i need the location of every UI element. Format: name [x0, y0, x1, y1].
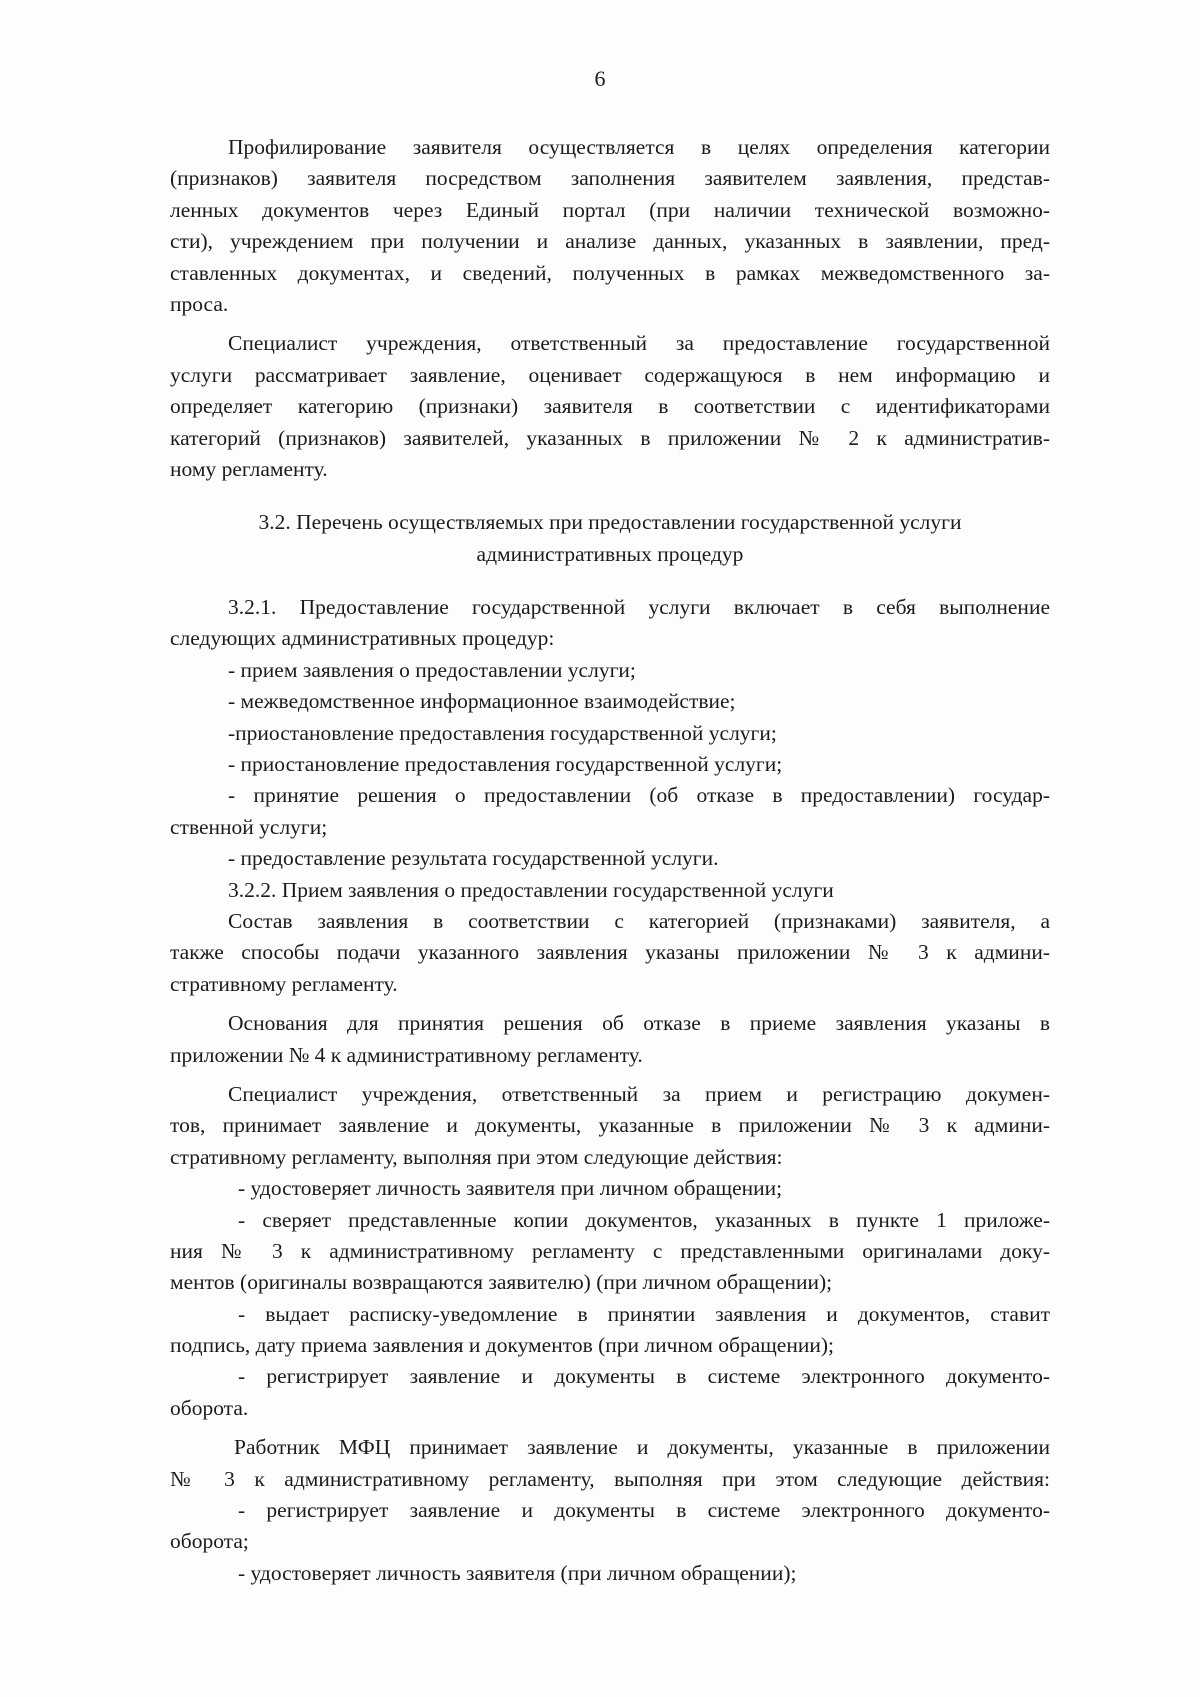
section-heading: административных процедур [476, 541, 744, 566]
text-line: категорий (признаков) заявителей, указанных в приложении № 2 к административ- [170, 425, 1050, 450]
list-item: - предоставление результата государственной услуги. [228, 846, 719, 871]
text-line: ному регламенту. [170, 456, 328, 481]
text-line: сти), учреждением при получении и анализе данных, указанных в заявлении, пред- [170, 229, 1050, 254]
text-line: Профилирование заявителя осуществляется в целях определения категории [228, 135, 1050, 159]
text-line: стративному регламенту, выполняя при этом следующие действия: [170, 1144, 783, 1169]
list-item: - сверяет представленные копии документов, указанных в пункте 1 приложе- [238, 1207, 1050, 1232]
list-item: - межведомственное информационное взаимодействие; [228, 689, 736, 714]
text-line: определяет категорию (признаки) заявителя в соответствии с идентификаторами [170, 394, 1050, 419]
text-line: Работник МФЦ принимает заявление и документы, указанные в приложении [234, 1435, 1050, 1460]
text-line: ленных документов через Единый портал (при наличии технической возможно- [170, 197, 1050, 222]
text-line: ния № 3 к административному регламенту с представленными оригиналами доку- [170, 1238, 1050, 1263]
section-heading: 3.2. Перечень осуществляемых при предоставлении государственной услуги [258, 510, 962, 535]
text-line: (признаков) заявителя посредством заполнения заявителем заявления, представ- [170, 166, 1050, 191]
list-item: - прием заявления о предоставлении услуги; [228, 657, 636, 682]
subsection-heading: 3.2.2. Прием заявления о предоставлении государственной услуги [228, 877, 834, 902]
list-item: - регистрирует заявление и документы в системе электронного документо- [238, 1498, 1050, 1523]
text-line: оборота; [170, 1529, 249, 1554]
text-line: услуги рассматривает заявление, оценивает содержащуюся в нем информацию и [170, 362, 1050, 387]
text-line: ставленных документах, и сведений, полученных в рамках межведомственного за- [170, 260, 1050, 285]
list-item: - принятие решения о предоставлении (об отказе в предоставлении) государ- [228, 783, 1050, 808]
text-line: 3.2.1. Предоставление государственной услуги включает в себя выполнение [228, 595, 1050, 620]
text-line: Специалист учреждения, ответственный за прием и регистрацию докумен- [228, 1081, 1050, 1106]
text-line: ственной услуги; [170, 814, 328, 839]
text-line: ментов (оригиналы возвращаются заявителю) (при личном обращении); [170, 1270, 833, 1295]
list-item: -приостановление предоставления государственной услуги; [228, 720, 777, 745]
list-item: - удостоверяет личность заявителя (при личном обращении); [238, 1560, 797, 1585]
document-body [170, 132, 1050, 1589]
text-line: Состав заявления в соответствии с категорией (признаками) заявителя, а [228, 908, 1050, 933]
text-line: тов, принимает заявление и документы, указанные в приложении № 3 к админи- [170, 1113, 1050, 1138]
list-item: - приостановление предоставления государственной услуги; [228, 752, 783, 777]
text-line: оборота. [170, 1395, 249, 1420]
text-line: № 3 к административному регламенту, выполняя при этом следующие действия: [170, 1466, 1050, 1491]
text-line: стративному регламенту. [170, 971, 398, 996]
text-line: следующих административных процедур: [170, 626, 555, 651]
text-line: Основания для принятия решения об отказе в приеме заявления указаны в [228, 1011, 1050, 1036]
page-number: 6 [594, 66, 606, 91]
text-line: также способы подачи указанного заявления указаны приложении № 3 к админи- [170, 940, 1050, 965]
text-line: Специалист учреждения, ответственный за предоставление государственной [228, 331, 1050, 356]
text-line: подпись, дату приема заявления и документов (при личном обращении); [170, 1333, 834, 1358]
list-item: - регистрирует заявление и документы в системе электронного документо- [238, 1364, 1050, 1389]
list-item: - удостоверяет личность заявителя при личном обращении; [238, 1176, 783, 1201]
list-item: - выдает расписку-уведомление в принятии заявления и документов, ставит [238, 1301, 1050, 1326]
text-line: проса. [170, 291, 229, 316]
text-line: приложении № 4 к административному регламенту. [170, 1042, 643, 1067]
